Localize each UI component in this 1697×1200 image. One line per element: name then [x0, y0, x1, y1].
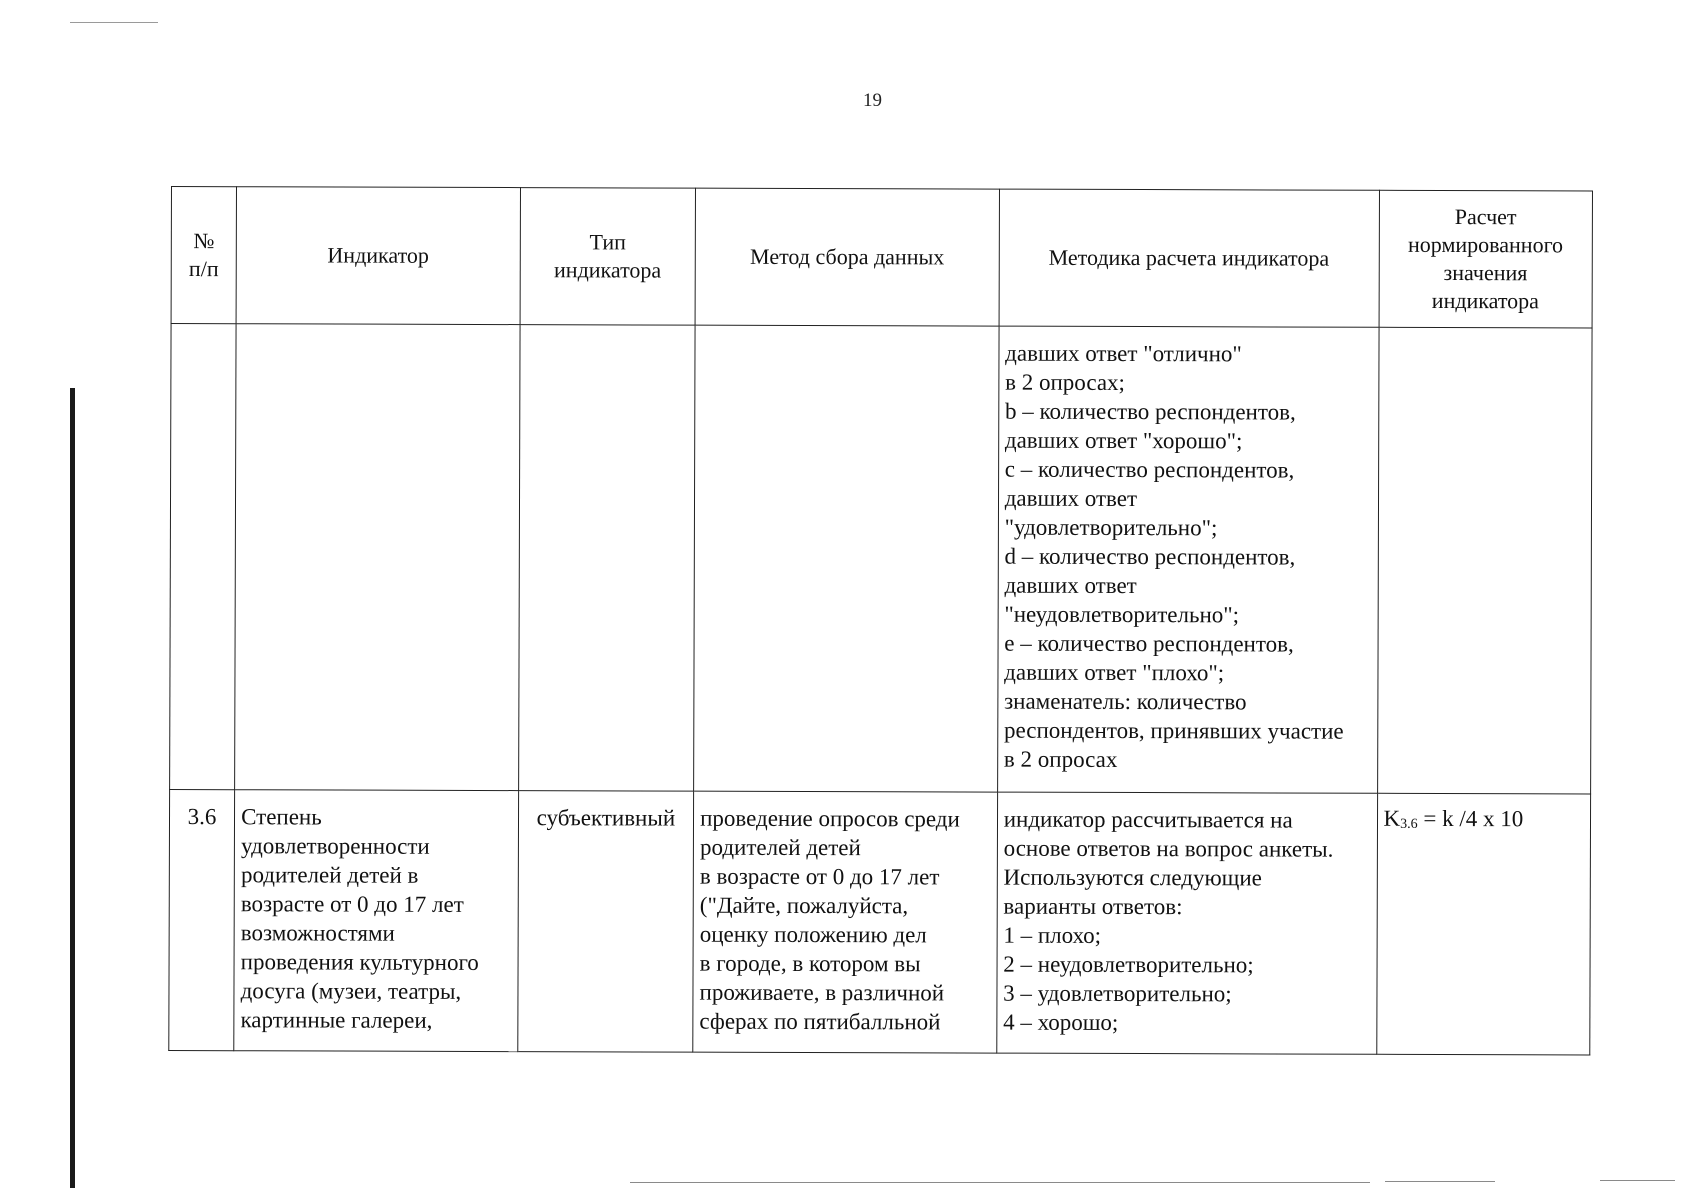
- cell-indicator: [234, 790, 518, 1052]
- calc-line: 2 – неудовлетворительно;: [1003, 951, 1254, 978]
- indicator-line: проведения культурного: [240, 949, 479, 975]
- page-number: 19: [863, 90, 882, 111]
- formula-rest: = k /4 x 10: [1417, 805, 1524, 832]
- method-line: в городе, в котором вы: [699, 950, 921, 977]
- indicator-line: досуга (музеи, театры,: [240, 978, 462, 1004]
- header-calc-method: Методика расчета индикатора: [999, 189, 1379, 327]
- table-header-row: [171, 187, 1592, 328]
- calc-line: респондентов, принявших участие: [1003, 717, 1344, 744]
- calc-line: давших ответ "отлично": [1005, 340, 1242, 367]
- cell-indicator: [235, 324, 520, 791]
- cell-type: субъективный: [518, 791, 694, 1053]
- indicator-line: картинные галереи,: [240, 1007, 433, 1033]
- indicator-table: [168, 186, 1593, 1055]
- formula: [1383, 806, 1523, 831]
- scan-artifact-bottom-line: [1600, 1180, 1675, 1181]
- header-method: Метод сбора данных: [695, 188, 999, 326]
- calc-line: e – количество респондентов,: [1004, 630, 1294, 657]
- header-type: Тип индикатора: [520, 188, 696, 326]
- calc-line: d – количество респондентов,: [1004, 543, 1296, 570]
- indicator-line: Степень: [241, 804, 322, 830]
- method-line: в возрасте от 0 до 17 лет: [699, 863, 940, 890]
- scan-artifact-top-line: [70, 22, 158, 23]
- table-row-continuation: [170, 324, 1592, 794]
- calc-line: давших ответ: [1004, 485, 1138, 512]
- calc-line: варианты ответов:: [1003, 893, 1183, 920]
- method-line: проведение опросов среди: [700, 805, 960, 832]
- cell-calc-method: [996, 792, 1377, 1054]
- cell-method: [694, 325, 999, 792]
- method-line: проживаете, в различной: [699, 979, 945, 1006]
- table-row-3-6: [169, 789, 1591, 1054]
- cell-normalized: [1376, 793, 1590, 1055]
- method-line: родителей детей: [699, 834, 861, 861]
- calc-line: основе ответов на вопрос анкеты.: [1003, 835, 1334, 862]
- cell-normalized: [1377, 327, 1592, 794]
- scan-margin-bar: [70, 388, 75, 1188]
- header-normalized: Расчет нормированного значения индикатора: [1379, 190, 1593, 328]
- calc-line: Используются следующие: [1003, 864, 1262, 891]
- cell-num: [170, 324, 237, 790]
- calc-line: "удовлетворительно";: [1004, 514, 1218, 541]
- method-line: оценку положению дел: [699, 921, 927, 948]
- calc-line: индикатор рассчитывается на: [1003, 806, 1293, 833]
- header-indicator: Индикатор: [236, 187, 520, 325]
- cell-num: 3.6: [169, 789, 235, 1050]
- calc-line: 1 – плохо;: [1003, 922, 1102, 948]
- calc-line: давших ответ "хорошо";: [1004, 427, 1243, 454]
- calc-line: знаменатель: количество: [1004, 688, 1247, 715]
- indicator-line: возможностями: [240, 920, 395, 946]
- calc-line: b – количество респондентов,: [1004, 398, 1296, 425]
- calc-line: 3 – удовлетворительно;: [1003, 980, 1232, 1007]
- calc-line: "неудовлетворительно";: [1004, 601, 1240, 628]
- calc-line: в 2 опросах;: [1005, 369, 1125, 395]
- calc-line: в 2 опросах: [1003, 746, 1118, 772]
- calc-line: давших ответ: [1004, 572, 1137, 599]
- cell-calc-method: [997, 326, 1378, 793]
- cell-type: [518, 325, 695, 792]
- calc-line: 4 – хорошо;: [1003, 1009, 1119, 1035]
- indicator-line: возрасте от 0 до 17 лет: [240, 891, 464, 917]
- indicator-line: родителей детей в: [240, 862, 419, 888]
- calc-line: давших ответ "плохо";: [1004, 659, 1225, 686]
- method-line: ("Дайте, пожалуйста,: [699, 892, 909, 919]
- formula-k: K: [1383, 805, 1401, 831]
- scan-artifact-bottom-line: [1385, 1181, 1495, 1182]
- scan-artifact-bottom-line: [630, 1182, 1370, 1183]
- cell-method: [693, 791, 997, 1053]
- formula-subscript: 3.6: [1400, 816, 1418, 832]
- indicator-line: удовлетворенности: [241, 833, 430, 859]
- method-line: сферах по пятибалльной: [699, 1008, 941, 1035]
- calc-line: c – количество респондентов,: [1004, 456, 1295, 483]
- header-num: № п/п: [171, 187, 237, 324]
